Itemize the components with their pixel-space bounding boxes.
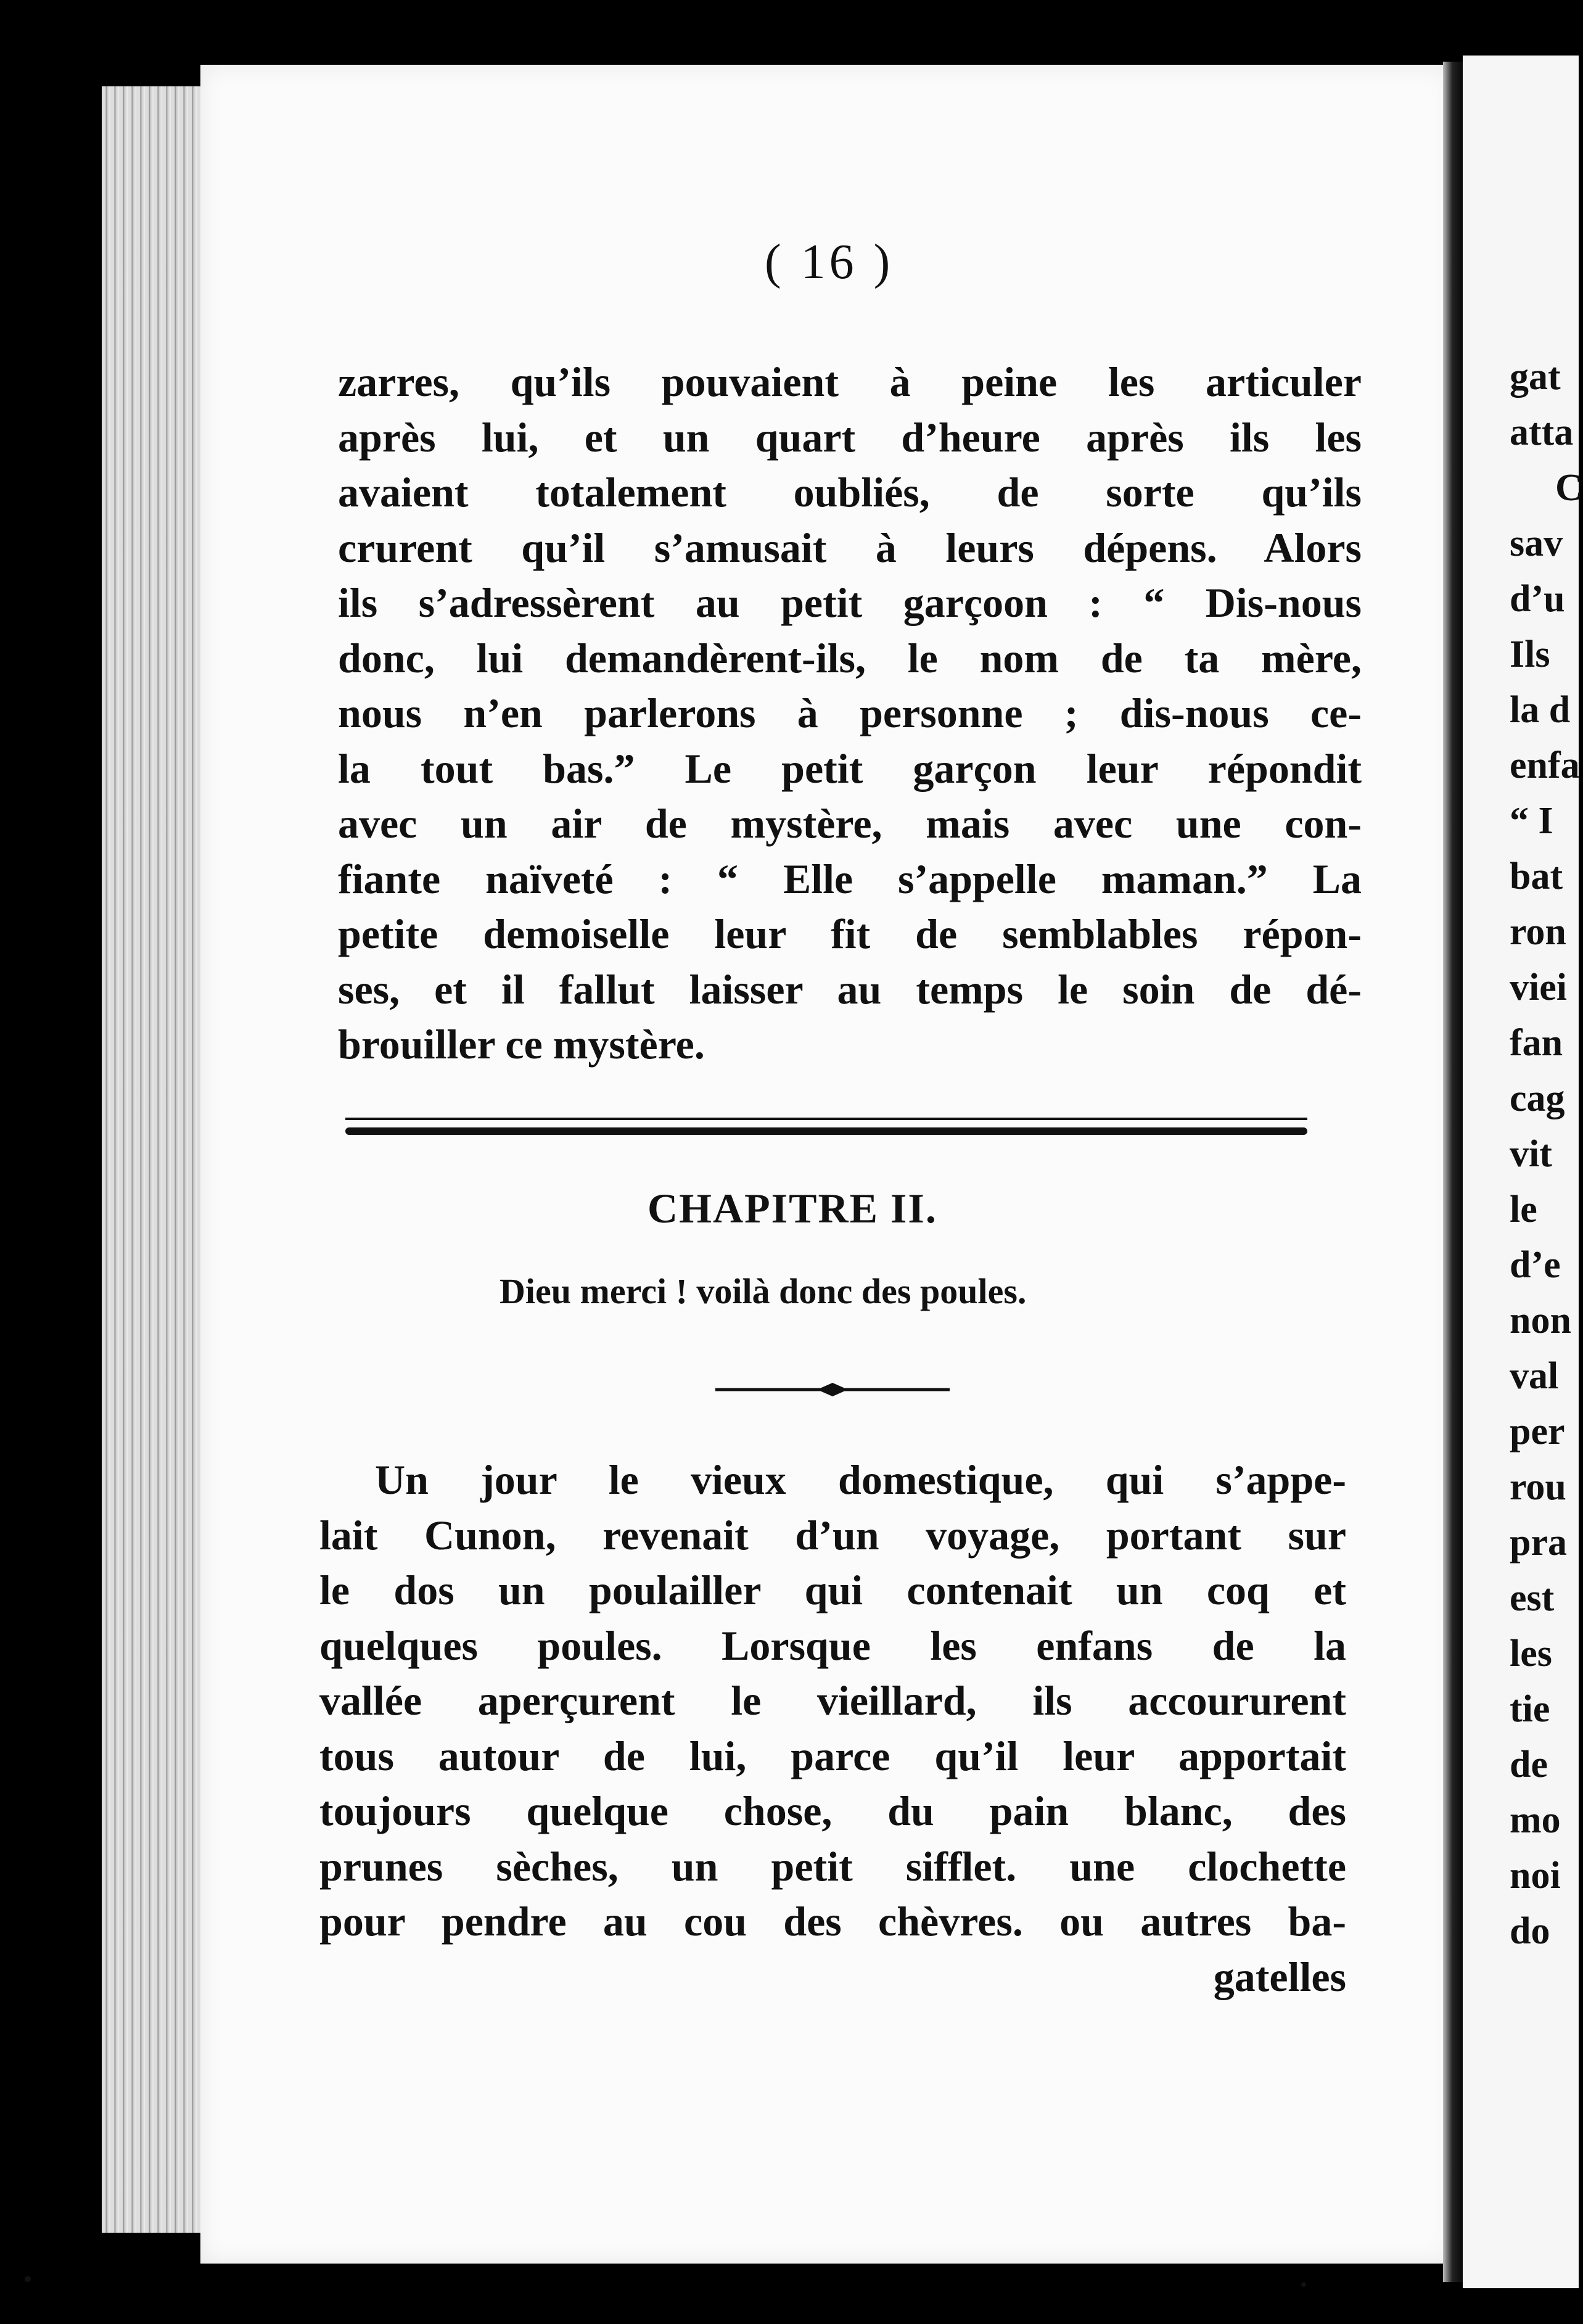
text-line: quelques poules. Lorsque les enfans de la — [319, 1621, 1346, 1669]
facing-text-fragment: do — [1510, 1910, 1550, 1952]
facing-text-fragment: tie — [1510, 1688, 1550, 1730]
facing-text-fragment: la d — [1510, 689, 1571, 731]
speck — [25, 2276, 31, 2282]
text-line: crurent qu’il s’amusait à leurs dépens. Alors — [338, 524, 1362, 571]
text-line: ils s’adressèrent au petit garçoon : “ Dis-nous — [338, 579, 1362, 626]
text-line: prunes sèches, un petit sifflet. une clochette — [319, 1842, 1346, 1890]
facing-text-fragment: val — [1510, 1355, 1559, 1397]
facing-text-fragment: non — [1510, 1300, 1571, 1341]
text-line: tous autour de lui, parce qu’il leur apportait — [319, 1732, 1346, 1779]
book-left-edge — [0, 0, 105, 2324]
page-stack-edge — [102, 86, 207, 2233]
facing-page — [1463, 56, 1583, 2288]
text-line: toujours quelque chose, du pain blanc, des — [319, 1787, 1346, 1834]
facing-text-fragment: vit — [1510, 1133, 1552, 1175]
facing-text-fragment: bat — [1510, 855, 1563, 897]
page-number: ( 16 ) — [765, 235, 894, 289]
paragraph-1 — [338, 355, 1362, 1073]
text-line: donc, lui demandèrent-ils, le nom de ta mère, — [338, 634, 1362, 682]
text-line: le dos un poulailler qui contenait un coq et — [319, 1567, 1346, 1613]
facing-text-fragment: cag — [1510, 1078, 1565, 1119]
facing-text-fragment: rou — [1510, 1466, 1566, 1508]
text-line: nous n’en parlerons à personne ; dis-nous ce- — [338, 690, 1362, 736]
facing-text-fragment: per — [1510, 1411, 1565, 1452]
facing-text-fragment: viei — [1510, 966, 1567, 1008]
chapter-subtitle: Dieu merci ! voilà donc des poules. — [500, 1271, 1027, 1311]
facing-text-fragment: les — [1510, 1633, 1552, 1675]
chapter-divider-thin — [345, 1118, 1307, 1120]
facing-text-fragment: enfa — [1510, 744, 1580, 786]
chapter-title: CHAPITRE II. — [648, 1185, 937, 1232]
facing-text-fragment: fan — [1510, 1022, 1563, 1064]
facing-text-fragment: “ I — [1510, 800, 1553, 842]
paragraph-2 — [319, 1452, 1346, 2005]
facing-text-fragment: le — [1510, 1189, 1537, 1230]
facing-text-fragment: Ils — [1510, 633, 1550, 675]
text-line: lait Cunon, revenait d’un voyage, portant sur — [319, 1511, 1346, 1559]
text-line: fiante naïveté : “ Elle s’appelle maman.” La — [338, 855, 1362, 902]
facing-text-fragment: mo — [1510, 1799, 1561, 1841]
text-line: pour pendre au cou des chèvres. ou autres ba- — [319, 1898, 1346, 1945]
facing-text-fragment: d’u — [1510, 578, 1565, 620]
text-line: après lui, et un quart d’heure après ils les — [338, 413, 1362, 461]
text-line: la tout bas.” Le petit garçon leur répondit — [338, 744, 1362, 792]
text-line: avec un air de mystère, mais avec une con- — [338, 800, 1362, 847]
facing-text-fragment: ron — [1510, 911, 1566, 953]
facing-text-fragment: atta — [1510, 411, 1574, 453]
text-line: brouiller ce mystère. — [338, 1021, 705, 1068]
facing-text-fragment: noi — [1510, 1855, 1561, 1897]
ornament-dash-icon — [715, 1380, 950, 1399]
text-line: ses, et il fallut laisser au temps le soin de dé- — [338, 965, 1362, 1013]
facing-text-fragment: est — [1510, 1577, 1555, 1619]
facing-text-fragment: sav — [1510, 522, 1563, 564]
facing-text-fragment: pra — [1510, 1522, 1567, 1564]
text-line: Un jour le vieux domestique, qui s’appe- — [375, 1456, 1346, 1503]
facing-text-fragment: C — [1555, 467, 1583, 509]
speck — [1301, 2282, 1306, 2287]
catchword: gatelles — [1213, 1953, 1346, 2000]
text-line: vallée aperçurent le vieillard, ils accoururent — [319, 1677, 1346, 1724]
text-line: avaient totalement oubliés, de sorte qu’ils — [338, 469, 1362, 516]
facing-text-fragment: gat — [1510, 356, 1561, 398]
chapter-divider-thick — [345, 1127, 1307, 1135]
facing-text-fragment: de — [1510, 1744, 1548, 1786]
text-line: zarres, qu’ils pouvaient à peine les articuler — [338, 358, 1362, 405]
text-line: petite demoiselle leur fit de semblables répon- — [338, 910, 1362, 957]
facing-text-fragment: d’e — [1510, 1244, 1561, 1286]
